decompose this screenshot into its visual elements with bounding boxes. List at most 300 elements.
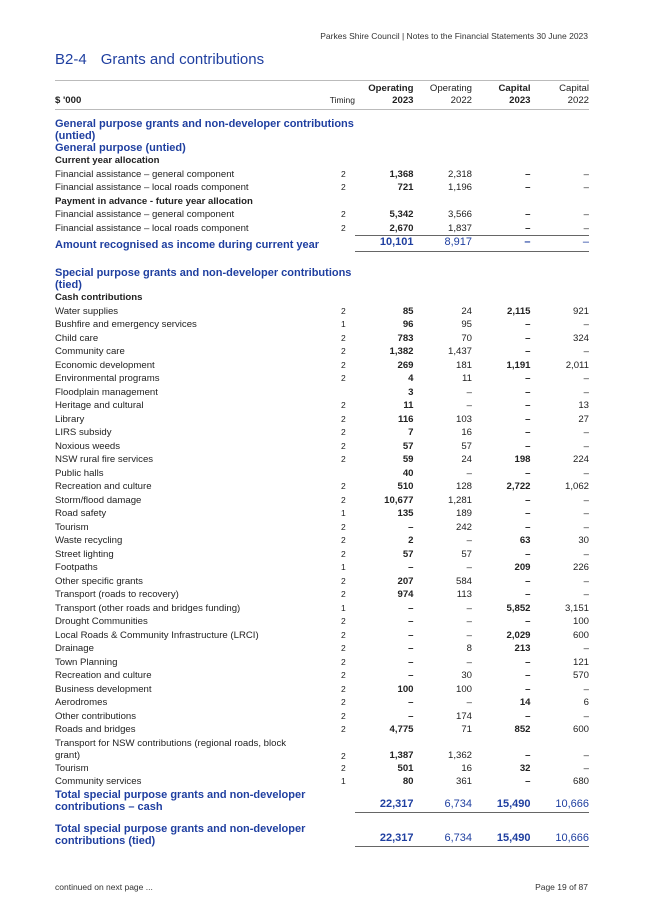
row-cap2022: 100 bbox=[572, 616, 589, 627]
row-cap2023: – bbox=[525, 749, 531, 761]
row-timing bbox=[305, 386, 355, 400]
row-op2023: 10,677 bbox=[384, 494, 414, 506]
row-cap2023: – bbox=[525, 670, 531, 681]
row-cap2023: – bbox=[525, 319, 531, 330]
col-op2023-line2: 2023 bbox=[392, 94, 414, 106]
untied-total-cap2023: – bbox=[472, 236, 531, 252]
row-timing-value: 2 bbox=[341, 616, 346, 626]
row-op2022: 100 bbox=[455, 683, 472, 695]
row-timing bbox=[305, 656, 355, 670]
row-op2023: 4 bbox=[408, 373, 414, 384]
row-op2023: 116 bbox=[398, 413, 414, 425]
untied-total-label: Amount recognised as income during current year bbox=[55, 239, 320, 251]
row-op2022: 2,318 bbox=[447, 168, 472, 180]
row-timing bbox=[305, 615, 355, 629]
table-row bbox=[55, 372, 589, 386]
row-op2023: 721 bbox=[397, 182, 414, 193]
row-label: Environmental programs bbox=[55, 373, 160, 384]
table-row bbox=[55, 588, 589, 602]
row-timing-value: 2 bbox=[341, 168, 346, 179]
row-op2022: 57 bbox=[461, 440, 472, 452]
row-op2022: – bbox=[466, 535, 472, 546]
row-op2022: 181 bbox=[455, 359, 472, 371]
row-timing-value: 2 bbox=[341, 373, 346, 383]
col-cap2022-line1: Capital bbox=[559, 83, 589, 94]
table-row bbox=[55, 386, 589, 400]
total-tied-cap2022: 10,666 bbox=[531, 813, 590, 847]
table-row bbox=[55, 737, 589, 762]
row-op2023: 207 bbox=[397, 575, 414, 587]
col-op2023-header bbox=[355, 81, 414, 110]
row-timing bbox=[305, 181, 355, 195]
col-op2022-line1: Operating bbox=[429, 83, 472, 94]
row-label: Other contributions bbox=[55, 710, 137, 722]
empty-cell bbox=[414, 110, 473, 143]
row-label: Transport (other roads and bridges funding) bbox=[55, 602, 241, 614]
row-label: Roads and bridges bbox=[55, 724, 136, 735]
row-op2022: 57 bbox=[461, 548, 472, 560]
row-cap2022: – bbox=[583, 762, 589, 774]
row-cap2023: 5,852 bbox=[506, 602, 531, 614]
row-timing-value: 2 bbox=[341, 521, 346, 532]
row-timing-value: 2 bbox=[341, 400, 346, 410]
row-cap2023: – bbox=[525, 467, 531, 479]
row-op2022: 3,566 bbox=[447, 209, 472, 220]
row-timing-value: 2 bbox=[341, 697, 346, 707]
row-cap2022: – bbox=[583, 168, 589, 180]
row-timing-value: 1 bbox=[341, 776, 346, 786]
total-cash-op2023: 22,317 bbox=[355, 789, 414, 813]
row-cap2023: – bbox=[525, 332, 531, 344]
row-label: Recreation and culture bbox=[55, 670, 152, 681]
row-cap2023: 63 bbox=[519, 535, 531, 546]
row-cap2023: 32 bbox=[519, 762, 531, 774]
total-tied-op2023: 22,317 bbox=[355, 813, 414, 847]
col-label-header: $ '000 bbox=[55, 81, 305, 110]
total-cash bbox=[55, 789, 589, 813]
row-timing bbox=[305, 710, 355, 724]
row-op2023: 2 bbox=[408, 535, 414, 546]
row-op2022: – bbox=[466, 562, 472, 573]
row-op2023: – bbox=[408, 629, 414, 641]
row-cap2023: – bbox=[525, 710, 531, 722]
row-timing bbox=[305, 494, 355, 508]
row-timing-value: 2 bbox=[341, 454, 346, 464]
table-row bbox=[55, 723, 589, 737]
row-label: Road safety bbox=[55, 508, 107, 519]
empty-cell bbox=[355, 142, 414, 154]
table-row bbox=[55, 345, 589, 359]
col-op2023-line1: Operating bbox=[368, 83, 414, 94]
row-cap2022: – bbox=[583, 683, 589, 695]
row-cap2023: – bbox=[525, 427, 531, 438]
row-cap2022: 680 bbox=[572, 776, 589, 787]
row-op2022: 1,362 bbox=[447, 749, 472, 761]
row-op2022: 189 bbox=[455, 508, 472, 519]
row-cap2023: – bbox=[525, 575, 531, 587]
row-timing bbox=[305, 588, 355, 602]
row-cap2022: – bbox=[583, 710, 589, 722]
footer-continued: continued on next page ... bbox=[55, 882, 153, 892]
row-op2023: 96 bbox=[402, 319, 414, 330]
row-timing bbox=[305, 696, 355, 710]
advance-label bbox=[55, 195, 589, 209]
empty-cell bbox=[355, 251, 414, 291]
row-op2023: 1,382 bbox=[389, 346, 414, 357]
row-cap2022: 600 bbox=[572, 629, 589, 641]
empty-cell bbox=[414, 142, 473, 154]
row-label: Child care bbox=[55, 332, 99, 344]
row-timing-value: 2 bbox=[341, 670, 346, 680]
table-row bbox=[55, 440, 589, 454]
row-timing-value: 2 bbox=[341, 413, 346, 424]
table-row bbox=[55, 775, 589, 789]
row-cap2023: – bbox=[525, 776, 531, 787]
row-op2023: 57 bbox=[402, 440, 414, 452]
row-timing bbox=[305, 602, 355, 616]
row-cap2022: 6 bbox=[583, 697, 589, 708]
row-op2023: 4,775 bbox=[389, 724, 414, 735]
table-row bbox=[55, 561, 589, 575]
row-cap2022: – bbox=[583, 749, 589, 761]
row-timing bbox=[305, 775, 355, 789]
section-title bbox=[55, 51, 264, 68]
empty-cell bbox=[414, 251, 473, 291]
row-cap2023: – bbox=[525, 521, 531, 533]
untied-heading bbox=[55, 110, 589, 143]
row-timing-value: 2 bbox=[341, 683, 346, 694]
empty-cell bbox=[472, 142, 531, 154]
row-timing bbox=[305, 561, 355, 575]
row-op2022: 584 bbox=[455, 575, 472, 587]
row-label: Financial assistance – general component bbox=[55, 209, 235, 220]
row-cap2022: – bbox=[583, 373, 589, 384]
row-label: Business development bbox=[55, 683, 152, 695]
row-op2023: – bbox=[408, 602, 414, 614]
row-op2023: 1,387 bbox=[389, 749, 414, 761]
row-label: Heritage and cultural bbox=[55, 400, 144, 411]
row-timing bbox=[305, 413, 355, 427]
total-cash-cap2022: 10,666 bbox=[531, 789, 590, 813]
row-cap2022: 121 bbox=[572, 656, 589, 668]
total-tied-cap2023: 15,490 bbox=[472, 813, 531, 847]
untied-total bbox=[55, 236, 589, 252]
row-timing bbox=[305, 762, 355, 776]
row-op2023: 40 bbox=[402, 467, 414, 479]
table-row bbox=[55, 548, 589, 562]
row-label: LIRS subsidy bbox=[55, 427, 112, 438]
table-row bbox=[55, 683, 589, 697]
row-cap2022: 570 bbox=[572, 670, 589, 681]
row-timing-value: 2 bbox=[341, 710, 346, 721]
row-cap2023: – bbox=[525, 346, 531, 357]
row-cap2023: – bbox=[525, 508, 531, 519]
row-label: Street lighting bbox=[55, 548, 114, 560]
row-op2023: – bbox=[408, 643, 414, 654]
row-cap2022: – bbox=[583, 643, 589, 654]
advance-label-text: Payment in advance - future year allocation bbox=[55, 195, 253, 207]
row-op2022: 24 bbox=[461, 305, 472, 317]
row-op2023: – bbox=[408, 616, 414, 627]
row-label: Floodplain management bbox=[55, 386, 158, 398]
row-cap2023: – bbox=[525, 589, 531, 600]
row-cap2023: – bbox=[525, 209, 531, 220]
table-row bbox=[55, 507, 589, 521]
row-op2023: – bbox=[408, 656, 414, 668]
row-label: Local Roads & Community Infrastructure (LRCI) bbox=[55, 629, 259, 641]
table-header-row bbox=[55, 81, 589, 110]
untied-heading-text: General purpose grants and non-developer contributions (untied) bbox=[55, 118, 354, 142]
total-tied bbox=[55, 813, 589, 847]
table-row bbox=[55, 710, 589, 724]
row-timing-value: 2 bbox=[341, 643, 346, 653]
row-timing bbox=[305, 426, 355, 440]
row-timing bbox=[305, 737, 355, 762]
row-op2023: 100 bbox=[397, 683, 414, 695]
row-op2022: – bbox=[466, 386, 472, 398]
row-op2022: 242 bbox=[455, 521, 472, 533]
row-cap2022: 226 bbox=[572, 562, 589, 573]
row-cap2023: – bbox=[525, 168, 531, 180]
row-label: Drought Communities bbox=[55, 616, 148, 627]
col-cap2023-header bbox=[472, 81, 531, 110]
row-timing bbox=[305, 548, 355, 562]
row-timing-value: 2 bbox=[341, 182, 346, 192]
row-op2022: 95 bbox=[461, 319, 472, 330]
row-cap2023: 2,029 bbox=[506, 629, 531, 641]
row-label: Footpaths bbox=[55, 562, 98, 573]
table-row bbox=[55, 168, 589, 182]
row-label: Drainage bbox=[55, 643, 94, 654]
grants-table bbox=[55, 80, 589, 847]
empty-cell bbox=[531, 110, 590, 143]
table-row bbox=[55, 399, 589, 413]
row-cap2022: – bbox=[583, 467, 589, 479]
untied-total-cap2022: – bbox=[531, 236, 590, 252]
row-cap2022: 224 bbox=[572, 454, 589, 465]
table-row bbox=[55, 575, 589, 589]
table-row bbox=[55, 222, 589, 236]
table-row bbox=[55, 615, 589, 629]
row-cap2023: 1,191 bbox=[506, 359, 531, 371]
row-op2023: 974 bbox=[397, 589, 414, 600]
row-timing-value: 2 bbox=[341, 724, 346, 734]
tied-heading-text: Special purpose grants and non-developer contributions (tied) bbox=[55, 267, 352, 291]
row-op2023: – bbox=[408, 670, 414, 681]
row-timing-value: 2 bbox=[341, 762, 346, 773]
row-cap2022: – bbox=[583, 575, 589, 587]
row-cap2022: 3,151 bbox=[564, 602, 589, 614]
row-cap2022: – bbox=[583, 386, 589, 398]
untied-total-op2022: 8,917 bbox=[414, 236, 473, 252]
row-timing-value: 1 bbox=[341, 562, 346, 572]
row-timing-value: 2 bbox=[341, 359, 346, 370]
table-row bbox=[55, 359, 589, 373]
footer-page-number: Page 19 of 87 bbox=[535, 882, 588, 892]
row-label: Waste recycling bbox=[55, 535, 123, 546]
row-op2023: – bbox=[408, 521, 414, 533]
row-timing-value: 2 bbox=[341, 305, 346, 316]
running-header: Parkes Shire Council | Notes to the Financial Statements 30 June 2023 bbox=[320, 31, 588, 41]
row-cap2022: – bbox=[583, 319, 589, 330]
table-row bbox=[55, 521, 589, 535]
row-op2023: 85 bbox=[402, 305, 414, 317]
row-timing-value: 2 bbox=[341, 209, 346, 219]
row-timing-value: 2 bbox=[341, 548, 346, 559]
table-row bbox=[55, 426, 589, 440]
row-op2023: 3 bbox=[408, 386, 414, 398]
row-timing bbox=[305, 208, 355, 222]
row-label: Storm/flood damage bbox=[55, 494, 142, 506]
row-op2023: 59 bbox=[402, 454, 414, 465]
row-cap2022: – bbox=[583, 548, 589, 560]
table-row bbox=[55, 318, 589, 332]
row-cap2022: 921 bbox=[572, 305, 589, 317]
row-timing bbox=[305, 318, 355, 332]
total-tied-op2022: 6,734 bbox=[414, 813, 473, 847]
row-op2023: 510 bbox=[397, 481, 414, 492]
empty-cell bbox=[472, 251, 531, 291]
table-row bbox=[55, 332, 589, 346]
row-op2022: 1,837 bbox=[414, 222, 473, 236]
col-op2022-line2: 2022 bbox=[450, 94, 472, 106]
row-op2023: – bbox=[408, 697, 414, 708]
row-cap2022: – bbox=[583, 427, 589, 438]
row-op2022: 1,437 bbox=[447, 346, 472, 357]
row-timing-value: 2 bbox=[341, 440, 346, 451]
table-row bbox=[55, 453, 589, 467]
row-cap2022: – bbox=[531, 222, 590, 236]
row-op2022: 30 bbox=[461, 670, 472, 681]
row-label: Town Planning bbox=[55, 656, 118, 668]
table-row bbox=[55, 181, 589, 195]
row-label: Tourism bbox=[55, 521, 89, 533]
col-cap2022-header bbox=[531, 81, 590, 110]
row-timing bbox=[305, 332, 355, 346]
row-label: Other specific grants bbox=[55, 575, 143, 587]
row-op2023: – bbox=[408, 562, 414, 573]
row-cap2023: – bbox=[525, 440, 531, 452]
row-cap2023: – bbox=[525, 400, 531, 411]
row-timing-value: 2 bbox=[341, 332, 346, 343]
row-op2022: – bbox=[466, 616, 472, 627]
col-cap2023-line1: Capital bbox=[498, 83, 531, 94]
row-label: Economic development bbox=[55, 359, 155, 371]
row-timing bbox=[305, 480, 355, 494]
untied-subheading bbox=[55, 142, 589, 154]
row-timing-value: 2 bbox=[341, 494, 346, 505]
row-label: Recreation and culture bbox=[55, 481, 152, 492]
row-timing-value: 1 bbox=[341, 602, 346, 613]
row-timing-value: 2 bbox=[341, 750, 346, 761]
row-cap2023: – bbox=[525, 548, 531, 560]
row-cap2023: 2,722 bbox=[506, 481, 531, 492]
table-row bbox=[55, 413, 589, 427]
row-op2022: – bbox=[466, 629, 472, 641]
row-label: Community services bbox=[55, 776, 142, 787]
empty-cell bbox=[355, 110, 414, 143]
row-timing bbox=[305, 345, 355, 359]
row-label: Tourism bbox=[55, 762, 89, 774]
row-op2022: 24 bbox=[461, 454, 472, 465]
row-op2023: 783 bbox=[397, 332, 414, 344]
table-row bbox=[55, 494, 589, 508]
row-cap2022: – bbox=[583, 182, 589, 193]
row-op2023: 57 bbox=[402, 548, 414, 560]
row-label: Financial assistance – general component bbox=[55, 168, 235, 180]
row-label: Financial assistance – local roads component bbox=[55, 182, 249, 193]
col-cap2022-line2: 2022 bbox=[567, 94, 589, 106]
row-timing bbox=[305, 372, 355, 386]
row-timing-value: 2 bbox=[341, 629, 346, 640]
col-cap2023-line2: 2023 bbox=[509, 94, 531, 106]
row-op2023: 269 bbox=[397, 359, 414, 371]
row-timing bbox=[305, 453, 355, 467]
row-timing-value: 2 bbox=[341, 223, 346, 233]
row-cap2022: 30 bbox=[578, 535, 589, 546]
table-row bbox=[55, 642, 589, 656]
row-cap2023: – bbox=[472, 222, 531, 236]
row-cap2023: 2,115 bbox=[507, 305, 531, 317]
row-timing-value: 1 bbox=[341, 319, 346, 329]
table-row bbox=[55, 208, 589, 222]
table-row bbox=[55, 696, 589, 710]
row-timing bbox=[305, 575, 355, 589]
row-cap2022: – bbox=[583, 589, 589, 600]
row-timing bbox=[305, 642, 355, 656]
total-cash-label: Total special purpose grants and non-developer contributions – cash bbox=[55, 788, 306, 813]
untied-total-op2023: 10,101 bbox=[355, 236, 414, 252]
row-timing bbox=[305, 467, 355, 481]
row-cap2022: – bbox=[583, 209, 589, 220]
total-cash-op2022: 6,734 bbox=[414, 789, 473, 813]
row-op2022: 1,196 bbox=[447, 182, 472, 193]
row-op2023: 2,670 bbox=[355, 222, 414, 236]
row-timing bbox=[305, 521, 355, 535]
row-cap2022: – bbox=[583, 346, 589, 357]
row-op2022: 128 bbox=[455, 481, 472, 492]
table-row bbox=[55, 656, 589, 670]
row-op2023: 5,342 bbox=[389, 209, 414, 220]
row-timing bbox=[305, 507, 355, 521]
row-op2022: – bbox=[466, 697, 472, 708]
row-timing-value: 2 bbox=[341, 481, 346, 491]
table-row bbox=[55, 534, 589, 548]
row-op2023: 7 bbox=[408, 427, 414, 438]
row-timing bbox=[305, 669, 355, 683]
row-op2022: – bbox=[466, 400, 472, 411]
col-op2022-header bbox=[414, 81, 473, 110]
col-timing-header: Timing bbox=[305, 81, 355, 110]
row-op2023: – bbox=[408, 710, 414, 722]
row-cap2022: 600 bbox=[572, 724, 589, 735]
row-cap2023: 213 bbox=[514, 643, 531, 654]
table-row bbox=[55, 629, 589, 643]
empty-cell bbox=[531, 142, 590, 154]
row-op2023: 501 bbox=[397, 762, 414, 774]
row-cap2023: 198 bbox=[514, 454, 531, 465]
row-cap2022: 2,011 bbox=[565, 359, 589, 371]
row-label: Water supplies bbox=[55, 305, 119, 317]
row-label: Transport for NSW contributions (regional roads, block grant) bbox=[55, 737, 287, 761]
table-row bbox=[55, 762, 589, 776]
row-op2023: 1,368 bbox=[389, 168, 414, 180]
row-cap2022: 324 bbox=[572, 332, 589, 344]
tied-heading bbox=[55, 251, 589, 291]
row-op2023: 80 bbox=[402, 776, 414, 787]
row-timing-value: 1 bbox=[341, 508, 346, 518]
table-row bbox=[55, 669, 589, 683]
